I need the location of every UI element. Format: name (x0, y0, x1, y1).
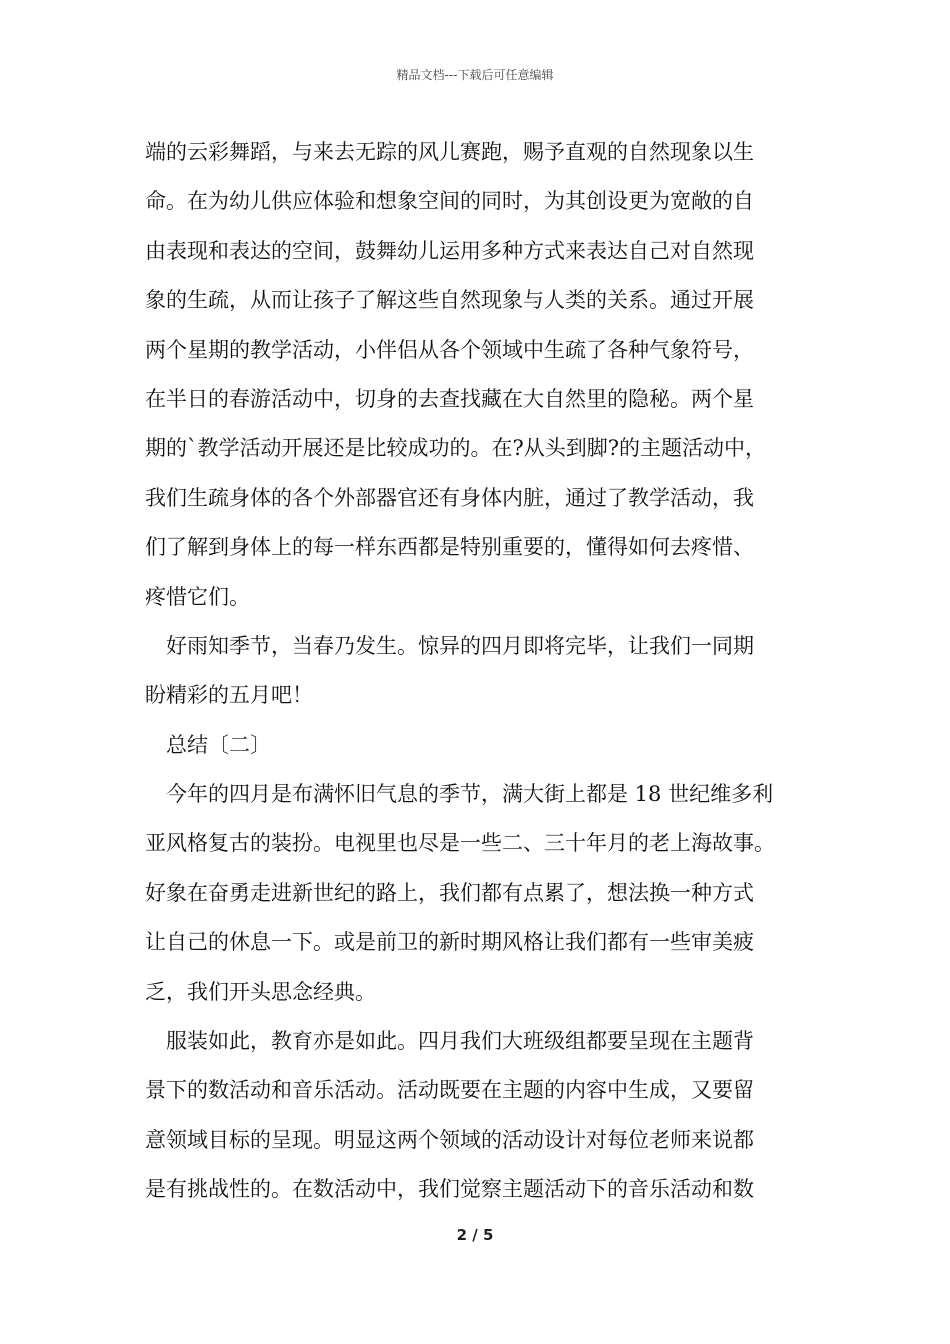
page-number: 2 / 5 (456, 1226, 494, 1244)
text-line: 疼惜它们。 (145, 584, 250, 609)
text-line: 我们生疏身体的各个外部器官还有身体内脏，通过了教学活动，我 (145, 485, 754, 510)
text-line: 在半日的春游活动中，切身的去查找藏在大自然里的隐秘。两个星 (145, 386, 754, 411)
document-body (145, 128, 817, 1215)
paragraph-start-line: 服装如此，教育亦是如此。四月我们大班级组都要呈现在主题背 (166, 1029, 754, 1054)
text-line: 命。在为幼儿供应体验和想象空间的同时，为其创设更为宽敞的自 (145, 189, 754, 214)
text-line: 象的生疏，从而让孩子了解这些自然现象与人类的关系。通过开展 (145, 288, 754, 313)
text-line: 是有挑战性的。在数活动中，我们觉察主题活动下的音乐活动和数 (145, 1177, 754, 1202)
text-line: 们了解到身体上的每一样东西都是特别重要的，懂得如何去疼惜、 (145, 535, 754, 560)
text-line: 端的云彩舞蹈，与来去无踪的风儿赛跑，赐予直观的自然现象以生 (145, 140, 754, 164)
text-line: 期的`教学活动开展还是比较成功的。在?从头到脚?的主题活动中， (145, 436, 767, 461)
text-line: 盼精彩的五月吧！ (145, 683, 313, 708)
text-line: 由表现和表达的空间，鼓舞幼儿运用多种方式来表达自己对自然现 (145, 238, 754, 263)
text-line: 两个星期的教学活动，小伴侣从各个领域中生疏了各种气象符号， (145, 337, 754, 362)
text-line: 让自己的休息一下。或是前卫的新时期风格让我们都有一些审美疲 (145, 930, 754, 955)
paragraph-start-line: 今年的四月是布满怀旧气息的季节，满大街上都是 18 世纪维多利 (166, 782, 774, 807)
section-heading: 总结〔二〕 (166, 732, 271, 757)
text-line: 景下的数活动和音乐活动。活动既要在主题的内容中生成，又要留 (145, 1078, 754, 1103)
page-header: 精品文档---下载后可任意编辑 (396, 68, 554, 82)
text-line: 乏，我们开头思念经典。 (145, 979, 376, 1004)
text-line: 亚风格复古的装扮。电视里也尽是一些二、三十年月的老上海故事。 (145, 831, 775, 856)
text-line: 意领域目标的呈现。明显这两个领域的活动设计对每位老师来说都 (145, 1127, 754, 1152)
paragraph-start-line: 好雨知季节，当春乃发生。惊异的四月即将完毕，让我们一同期 (166, 633, 754, 658)
text-line: 好象在奋勇走进新世纪的路上，我们都有点累了，想法换一种方式 (145, 880, 754, 905)
